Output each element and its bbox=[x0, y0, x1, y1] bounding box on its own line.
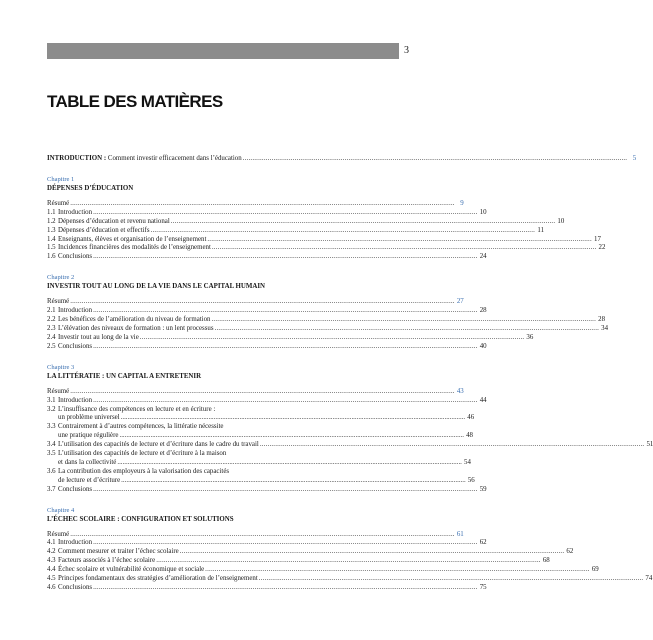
toc-entry[interactable]: 2.5 Conclusions ..... 40 bbox=[47, 343, 343, 352]
introduction-page: 5 bbox=[632, 155, 637, 162]
header-bar bbox=[47, 43, 411, 59]
toc-entry[interactable]: 1.2 Dépenses d’éducation et revenu national ..... 10 bbox=[47, 218, 343, 227]
toc-entry[interactable]: 1.1 Introduction ..... 10 bbox=[47, 209, 343, 218]
chapter-label: Chapitre 1 bbox=[47, 175, 75, 183]
chapter-title: L’ÉCHEC SCOLAIRE : CONFIGURATION ET SOLUTIONS bbox=[47, 515, 234, 523]
toc-entry[interactable]: 1.5 Incidences financières des modalités de l’enseignement ..... 22 bbox=[47, 244, 343, 253]
introduction-lead: INTRODUCTION : bbox=[47, 155, 107, 162]
chapter-label: Chapitre 4 bbox=[47, 506, 75, 514]
toc-entry[interactable]: 4.6 Conclusions ..... 75 bbox=[47, 584, 343, 593]
toc-entry[interactable]: 4.1 Introduction ..... 62 bbox=[47, 539, 343, 548]
page-title: TABLE DES MATIÈRES bbox=[47, 92, 223, 111]
toc-entry[interactable]: 2.3 L’élévation des niveaux de formation : un lent processus ..... 34 bbox=[47, 325, 343, 334]
toc-entry[interactable]: 4.5 Principes fondamentaux des stratégies d’amélioration de l’enseignement ..... 74 bbox=[47, 575, 343, 584]
toc-entry-resume[interactable]: Résumé ..... 27 bbox=[47, 298, 343, 307]
toc-entry[interactable]: 4.4 Échec scolaire et vulnérabilité économique et sociale ..... 69 bbox=[47, 566, 343, 575]
toc-entry[interactable]: 3.7 Conclusions ..... 59 bbox=[47, 486, 343, 495]
toc-entry-introduction[interactable] bbox=[47, 155, 637, 164]
chapter-label: Chapitre 3 bbox=[47, 363, 75, 371]
toc-entry-resume[interactable]: Résumé ..... 9 bbox=[47, 200, 343, 209]
toc-entry[interactable]: 3.6 La contribution des employeurs à la valorisation des capacités de lecture et d’écriture ..... 56 bbox=[47, 468, 343, 486]
toc-entry[interactable]: 2.2 Les bénéfices de l’amélioration du niveau de formation ..... 28 bbox=[47, 316, 343, 325]
toc-entry[interactable]: 1.3 Dépenses d’éducation et effectifs ..... 11 bbox=[47, 227, 343, 236]
chapter-title: INVESTIR TOUT AU LONG DE LA VIE DANS LE CAPITAL HUMAIN bbox=[47, 283, 265, 291]
toc-entry[interactable]: 3.1 Introduction ..... 44 bbox=[47, 397, 343, 406]
page-number: 3 bbox=[398, 43, 414, 59]
toc-entry[interactable]: 4.2 Comment mesurer et traiter l’échec scolaire ..... 62 bbox=[47, 548, 343, 557]
introduction-text: Comment investir efficacement dans l’éducation bbox=[106, 155, 242, 162]
chapter-title: DÉPENSES D’ÉDUCATION bbox=[47, 184, 134, 192]
chapter-title: LA LITTÉRATIE : UN CAPITAL A ENTRETENIR bbox=[47, 372, 202, 380]
toc-entry[interactable]: 3.5 L’utilisation des capacités de lecture et d’écriture à la maison et dans la collectivité ..... 54 bbox=[47, 450, 343, 468]
toc-entry[interactable]: 2.1 Introduction ..... 28 bbox=[47, 307, 343, 316]
toc-entry[interactable]: 3.2 L’insuffisance des compétences en lecture et en écriture : un problème universel ..... 46 bbox=[47, 406, 343, 424]
toc-entry[interactable]: 1.4 Enseignants, élèves et organisation de l’enseignement ..... 17 bbox=[47, 236, 343, 245]
table-of-contents bbox=[47, 155, 653, 593]
toc-entry[interactable]: 4.3 Facteurs associés à l’échec scolaire ..... 68 bbox=[47, 557, 343, 566]
toc-entry[interactable]: 1.6 Conclusions ..... 24 bbox=[47, 253, 343, 262]
toc-entry[interactable]: 3.4 L’utilisation des capacités de lecture et d’écriture dans le cadre du travail ..... 51 bbox=[47, 441, 343, 450]
toc-entry-resume[interactable]: Résumé ..... 43 bbox=[47, 388, 343, 397]
toc-entry[interactable]: 3.3 Contrairement à d’autres compétences, la littératie nécessite une pratique régulière ..... 48 bbox=[47, 423, 343, 441]
toc-entry[interactable]: 2.4 Investir tout au long de la vie ..... 36 bbox=[47, 334, 343, 343]
chapter-label: Chapitre 2 bbox=[47, 274, 75, 282]
toc-entry-resume[interactable]: Résumé ..... 61 bbox=[47, 531, 343, 540]
